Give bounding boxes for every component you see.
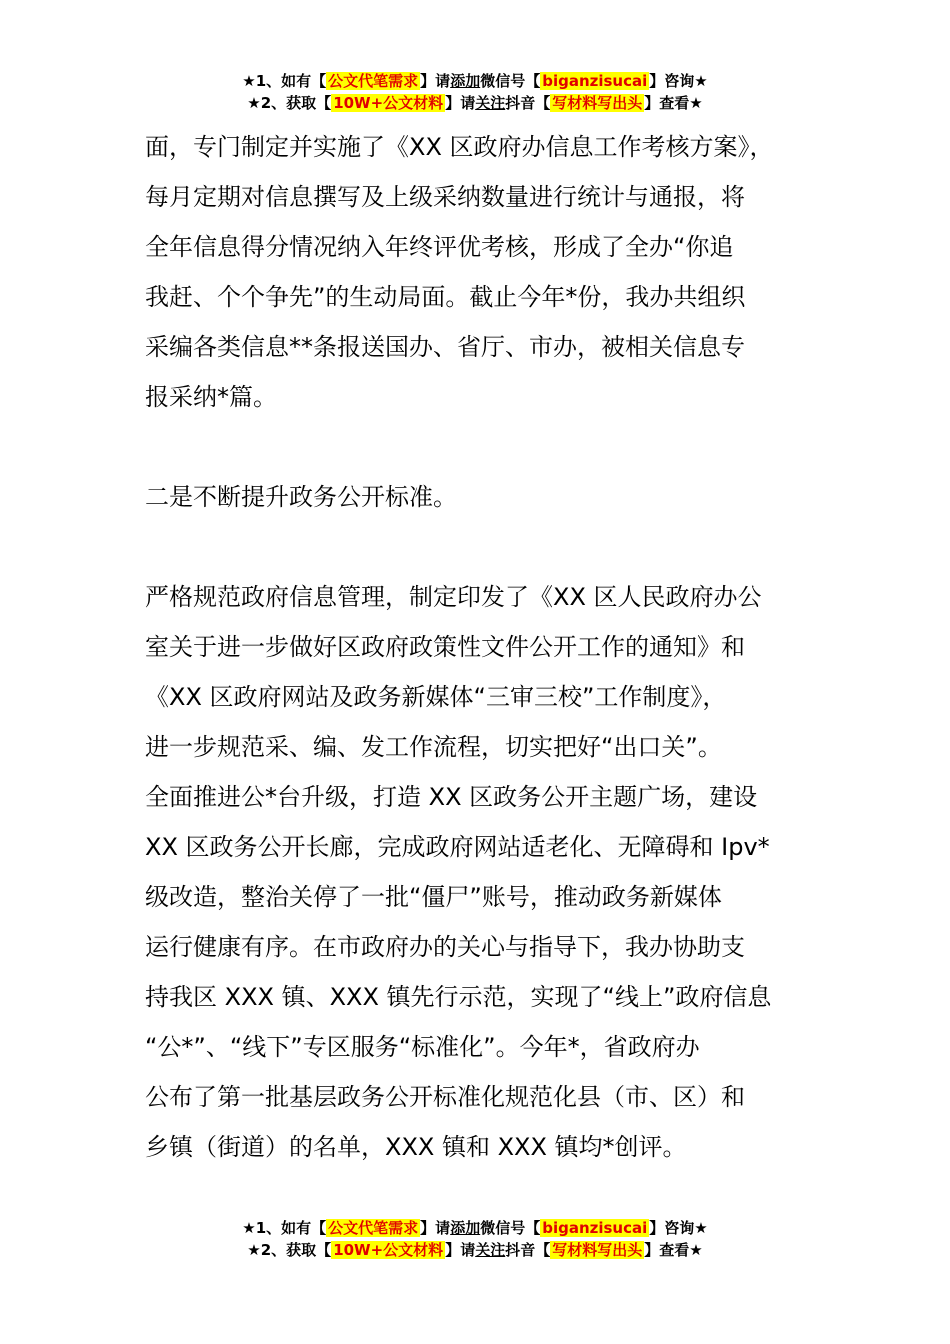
text-line: 全年信息得分情况纳入年终评优考核，形成了全办“你追 bbox=[145, 233, 734, 261]
text-line: 每月定期对信息撰写及上级采纳数量进行统计与通报，将 bbox=[145, 183, 745, 211]
text-line: 报采纳*篇。 bbox=[145, 383, 277, 411]
text-line: 严格规范政府信息管理，制定印发了《XX 区人民政府办公 bbox=[145, 583, 762, 611]
text-line: 级改造，整治关停了一批“僵尸”账号，推动政务新媒体 bbox=[145, 883, 722, 911]
banner-line-1: ★1、如有【 公文代笔需求 】请添加微信号【 biganzisucai 】咨询★ bbox=[242, 1219, 708, 1237]
header-banner bbox=[0, 70, 950, 114]
highlight-materials: 10W+公文材料 bbox=[333, 94, 444, 112]
paragraph-1 bbox=[145, 122, 845, 422]
text-line: “公*”、“线下”专区服务“标准化”。今年*，省政府办 bbox=[145, 1033, 700, 1061]
text-line: 运行健康有序。在市政府办的关心与指导下，我办协助支 bbox=[145, 933, 745, 961]
text-line: 室关于进一步做好区政府政策性文件公开工作的通知》和 bbox=[145, 633, 745, 661]
text-line: 面，专门制定并实施了《XX 区政府办信息工作考核方案》， bbox=[145, 133, 774, 161]
text-line: 《XX 区政府网站及政务新媒体“三审三校”工作制度》， bbox=[145, 683, 727, 711]
text-line: 进一步规范采、编、发工作流程，切实把好“出口关”。 bbox=[145, 733, 722, 761]
highlight-wechat-id: biganzisucai bbox=[542, 1219, 648, 1237]
highlight-service: 公文代笔需求 bbox=[328, 72, 419, 90]
footer-banner bbox=[0, 1217, 950, 1261]
text-line: 采编各类信息**条报送国办、省厅、市办，被相关信息专 bbox=[145, 333, 745, 361]
highlight-douyin: 写材料写出头 bbox=[552, 94, 643, 112]
text-line: 我赶、个个争先”的生动局面。截止今年*份，我办共组织 bbox=[145, 283, 746, 311]
text-line: XX 区政务公开长廊，完成政府网站适老化、无障碍和 Ipv* bbox=[145, 833, 770, 861]
highlight-douyin: 写材料写出头 bbox=[552, 1241, 643, 1259]
text-line: 持我区 XXX 镇、XXX 镇先行示范，实现了“线上”政府信息 bbox=[145, 983, 772, 1011]
text-line: 公布了第一批基层政务公开标准化规范化县（市、区）和 bbox=[145, 1083, 745, 1111]
paragraph-2 bbox=[145, 572, 845, 1172]
highlight-wechat-id: biganzisucai bbox=[542, 72, 648, 90]
highlight-materials: 10W+公文材料 bbox=[333, 1241, 444, 1259]
highlight-service: 公文代笔需求 bbox=[328, 1219, 419, 1237]
text-line: 全面推进公*台升级，打造 XX 区政务公开主题广场，建设 bbox=[145, 783, 758, 811]
document-body bbox=[145, 122, 845, 1172]
section-heading: 二是不断提升政务公开标准。 bbox=[145, 483, 457, 511]
banner-line-2: ★2、获取【 10W+公文材料 】请关注抖音【 写材料写出头 】查看★ bbox=[247, 1241, 703, 1259]
banner-line-2: ★2、获取【 10W+公文材料 】请关注抖音【 写材料写出头 】查看★ bbox=[247, 94, 703, 112]
paragraph-gap bbox=[145, 422, 845, 472]
paragraph-gap bbox=[145, 522, 845, 572]
text-line: 乡镇（街道）的名单，XXX 镇和 XXX 镇均*创评。 bbox=[145, 1133, 687, 1161]
banner-line-1: ★1、如有【 公文代笔需求 】请添加微信号【 biganzisucai 】咨询★ bbox=[242, 72, 708, 90]
